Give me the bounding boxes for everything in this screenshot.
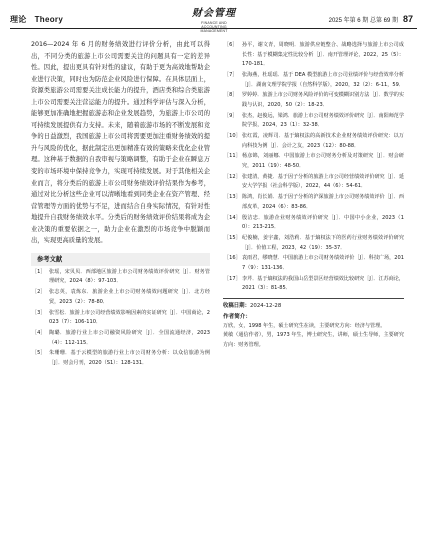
reference-number: ［4］ [32, 329, 46, 336]
reference-item [223, 132, 404, 151]
reference-text: 张海燕，杜瑶瑶．基于 DEA 模型旅游上市公司业绩评价与经营效率分析［J］．湖南文理学院学报（自然科学版），2020，32（2）：6-11，59． [242, 71, 404, 88]
reference-text: 张志英，袁炼东．旅游企业上市公司财务绩效问题研究［J］．北方经贸，2023（2）：78-80． [49, 289, 210, 305]
reference-text: 张建清，黄捷．基于因子分析的旅游上市公司经营绩效评价研究［J］．延安大学学报（社会科学版），2022，44（6）：54-61． [242, 173, 404, 190]
reference-item [31, 349, 210, 368]
reference-item [223, 214, 404, 233]
reference-text: 袁雨君，缪晓慧．中国旅游上市公司财务绩效评价［J］．科技广场，2017（9）：131-136． [242, 255, 404, 271]
reference-number: ［2］ [32, 289, 46, 296]
author-bio: 万欣，女，1998 年生，硕士研究生在读，主要研究方向：经济与管理。 [223, 322, 386, 329]
journal-logo [190, 8, 238, 33]
journal-logo-en: FINANCE AND ACCOUNTING MANAGEMENT [200, 21, 228, 33]
reference-item [223, 112, 404, 131]
header-divider [10, 28, 417, 29]
section-label [10, 14, 63, 25]
reference-text: 张红霞，凌辉司．基于熵权法的高新技术企业财务绩效评价研究：以万向科技为例［J］．会计之友，2023（12）：80-88． [242, 133, 404, 149]
reference-item [223, 234, 404, 253]
reference-text: 纪俊楠，姜宇鑫，刘浩莉．基于熵权法下的医药行业财务绩效评价研究［J］．价值工程，2023，42（19）：35-37． [242, 234, 404, 251]
section-label-en: Theory [34, 15, 64, 24]
reference-number: ［13］ [224, 194, 241, 201]
reference-text: 杨彦锦，刘丽娜．中国旅游上市公司财务分析及对策研究［J］．财会研究，2011（19）：48-50． [242, 153, 404, 170]
reference-list-right [223, 41, 404, 294]
reference-item [31, 329, 210, 348]
reference-text: 陶璐．旅游行业上市公司融资风险研究［J］．全国流通经济，2023（4）：112-115． [49, 329, 210, 346]
page-number: 87 [402, 14, 413, 24]
reference-text: 陈鸿，肖长娟．基于因子分析的沪深旅游上市公司财务绩效评价［J］．西部皮革，2024（6）：83-86． [242, 194, 404, 210]
reference-number: ［7］ [224, 71, 238, 78]
received-divider [223, 298, 404, 299]
conclusion-paragraph: 2016—2024 年 6 月的财务绩效进行评价分析，由此可以得出，不同分类的旅游上市公司需要关注的问题具有一定的差异性。因此，提出更具有针对性的建议，有助于更为高效地帮助企业进行决策，同时也为防范企业风险进行保障。在具体层面上，资源类旅游公司需要关注成长能力的提升，酒店类和综合类旅游上市公司需要关注营运能力的提升。通过科学评估与深入分析，能够更加准确地把握旅游态和企业发展趋势，为旅游上市公司的可持续发展提供有力支持。未来，随着旅游市场的不断发展和竞争的日益激烈，我国旅游上市公司将需要更加注重财务绩效的提升与风险的优化，据此制定出更加精准有效的策略来优化企业管理。这种基于数据的自我审视与策略调整，有助于企业在瞬息万变的市场环境中保持竞争力，实现可持续发展。对于其他相关企业而言，将分类后的旅游上市公司财务绩效评价结果作为参考，通过对比分析这些企业可以清晰地看到同类企业在资产管理、经营管理等方面的优势与不足，进而结合自身实际情况，有针对性地提升自我财务绩效水平。分类后的财务绩效评价结果将成为企业决策的重要依据之一，助力企业在激烈的市场竞争中脱颖而出，实现更高质量的发展。 [31, 41, 210, 245]
reference-number: ［8］ [224, 92, 238, 99]
author-bio: 黄敏（通信作者），男，1973 年生，博士研究生，讲师，硕士生导师，主要研究方向：财务管理。 [223, 332, 404, 348]
reference-number: ［5］ [32, 350, 46, 357]
reference-text: 殷洁忠．旅游企业财务绩效评价研究［J］．中国中小企业，2023（10）：213-215． [242, 214, 404, 231]
reference-item [223, 91, 404, 110]
author-bio-title: 作者简介： [223, 313, 251, 320]
received-date-line [223, 302, 404, 311]
reference-number: ［15］ [224, 234, 241, 241]
received-label: 收稿日期： [223, 302, 250, 309]
reference-number: ［1］ [32, 268, 46, 275]
reference-item [223, 275, 404, 294]
page-header [0, 0, 427, 38]
issue-info [329, 14, 413, 24]
right-column [223, 39, 404, 350]
reference-item [223, 152, 404, 171]
references-title: 参考文献 [31, 253, 210, 266]
reference-item [223, 71, 404, 90]
section-label-cn: 理论 [10, 15, 27, 24]
journal-logo-cn: 财会管理 [192, 8, 236, 19]
reference-number: ［6］ [224, 42, 238, 48]
reference-list-left [31, 268, 210, 369]
reference-item [223, 193, 404, 212]
reference-number: ［12］ [224, 173, 241, 180]
reference-text: 张雪松．旅游上市公司经营绩效影响因素的实证研究［J］．中国商论，2023（7）：106-110． [49, 309, 210, 326]
reference-item [31, 288, 210, 307]
reference-text: 李芹．基于熵权法的我国山岳型景区经营绩效比较研究［J］．江苏商论，2021（3）：81-85． [242, 275, 404, 292]
reference-number: ［3］ [32, 309, 46, 316]
reference-text: 张瑶，宋贝贝．西部地区旅游上市公司财务绩效评价研究［J］．财务管理研究，2024（8）：97-103． [49, 268, 210, 285]
reference-number: ［16］ [224, 255, 241, 262]
received-date: 2024-12-28 [249, 302, 282, 309]
reference-item [31, 309, 210, 328]
reference-text: 朱珊珊．基于云模型的旅游行业上市公司财务分析：以众信旅游为例［J］．财会月刊，2020（S1）：128-131． [49, 350, 210, 366]
reference-number: ［14］ [224, 214, 241, 221]
reference-item [223, 41, 404, 70]
reference-number: ［9］ [224, 112, 238, 119]
reference-item [223, 173, 404, 192]
reference-number: ［17］ [224, 275, 241, 282]
issue-text: 2025 年第 6 期 总第 69 期 [328, 18, 398, 24]
reference-item [223, 254, 404, 273]
reference-item [31, 268, 210, 287]
reference-number: ［10］ [224, 133, 241, 140]
reference-text: 孙平，谢文青，周晓明．旅游供应链整合、战略选择与旅游上市公司成长性：基于模糊集定性比较分析［J］．南开管理评论，2022，25（5）：170-181． [242, 42, 404, 68]
reference-number: ［11］ [224, 153, 241, 160]
left-column [31, 39, 210, 370]
reference-text: 罗婷婷．旅游上市公司财务风险评价的可变模糊识别方法［J］．数学的实践与认识，2020，50（2）：18-23． [242, 92, 404, 108]
reference-text: 张杰，赵俊远，梁鸿．旅游上市公司财务绩效评价研究［J］．南阳师范学院学报，2024，23（1）：32-38． [242, 112, 404, 129]
